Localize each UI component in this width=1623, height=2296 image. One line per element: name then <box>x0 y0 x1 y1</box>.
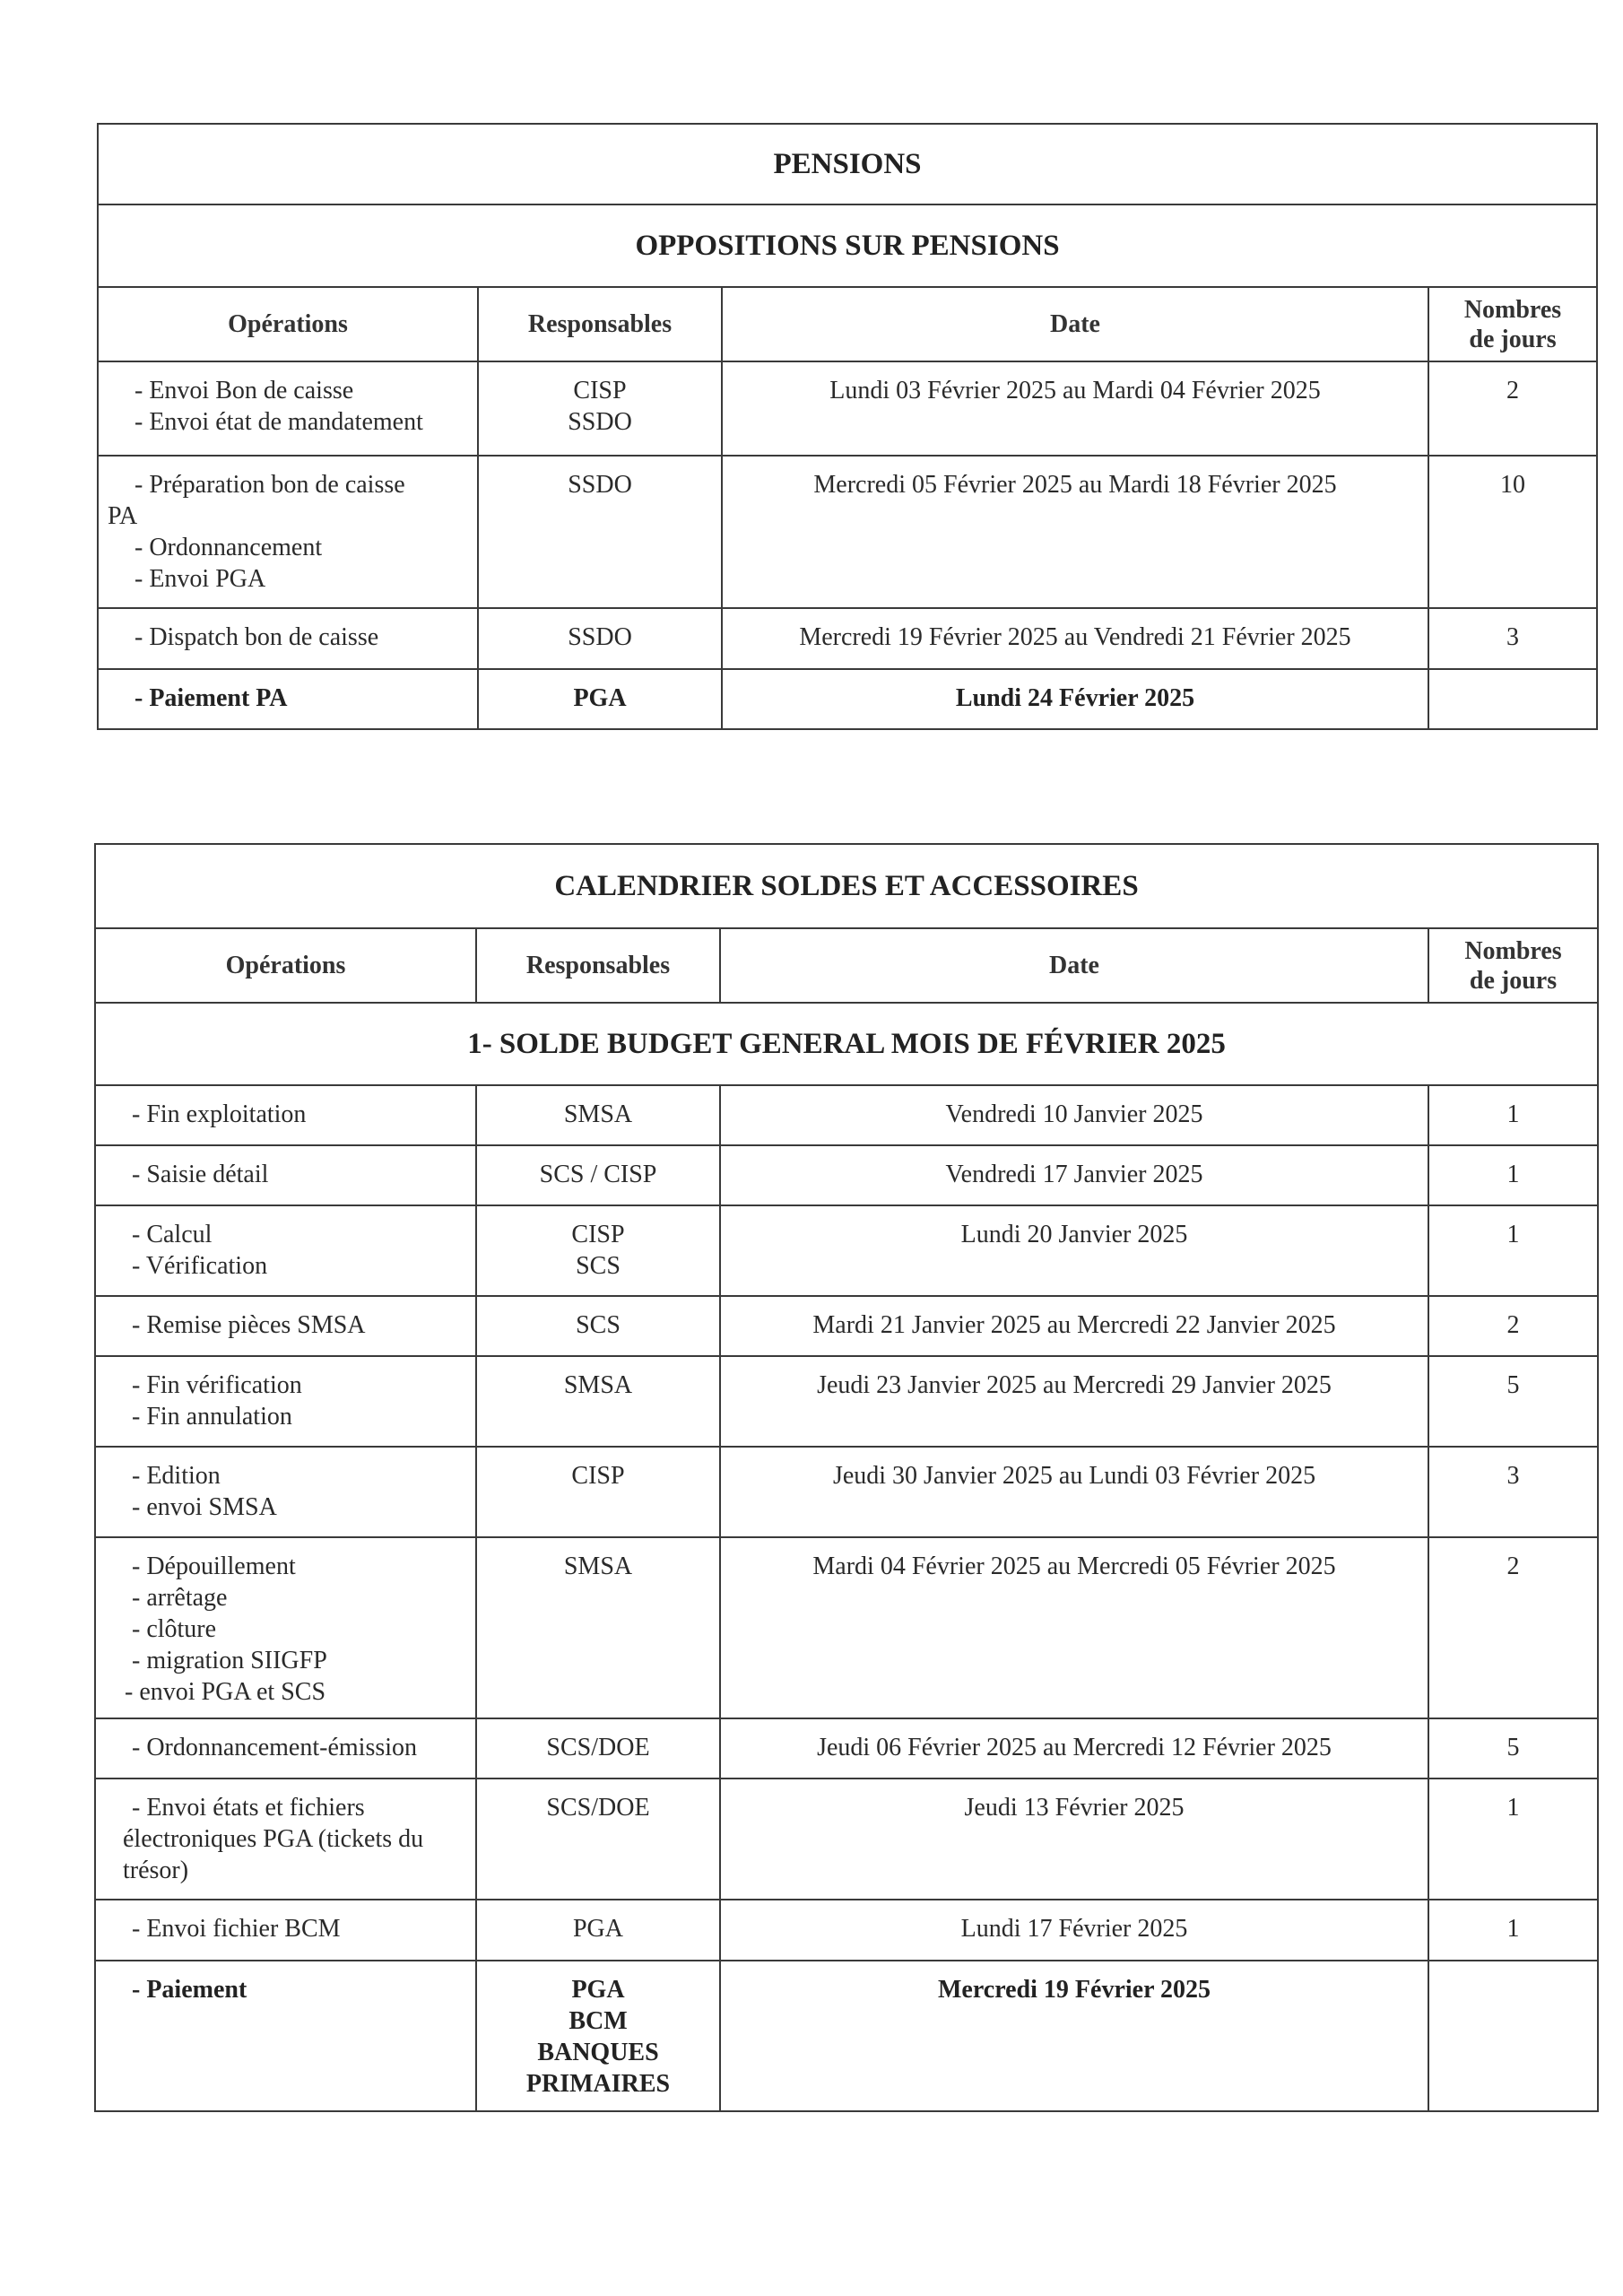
table-row <box>95 1145 1598 1205</box>
responsables-cell: CISP <box>476 1447 720 1537</box>
jours-cell: 2 <box>1428 1537 1598 1718</box>
header-operations: Opérations <box>95 928 476 1003</box>
table-row <box>95 1296 1598 1356</box>
jours-cell: 5 <box>1428 1718 1598 1779</box>
table-row <box>98 361 1597 456</box>
operations-cell: - Envoi Bon de caisse - Envoi état de mandatement <box>98 361 478 456</box>
date-cell: Jeudi 30 Janvier 2025 au Lundi 03 Février 2025 <box>720 1447 1428 1537</box>
pensions-header-row <box>98 287 1597 361</box>
table-row <box>95 1779 1598 1900</box>
date-cell: Mardi 21 Janvier 2025 au Mercredi 22 Janvier 2025 <box>720 1296 1428 1356</box>
date-cell: Jeudi 13 Février 2025 <box>720 1779 1428 1900</box>
operations-cell: - Paiement PA <box>98 669 478 729</box>
jours-cell: 1 <box>1428 1145 1598 1205</box>
jours-cell: 1 <box>1428 1085 1598 1145</box>
responsables-cell: PGA BCM BANQUES PRIMAIRES <box>476 1961 720 2111</box>
header-nombres-de-jours: Nombres de jours <box>1428 928 1598 1003</box>
operations-cell: - Calcul - Vérification <box>95 1205 476 1296</box>
header-operations: Opérations <box>98 287 478 361</box>
responsables-cell: PGA <box>478 669 722 729</box>
date-cell: Vendredi 17 Janvier 2025 <box>720 1145 1428 1205</box>
jours-cell <box>1428 669 1597 729</box>
calendrier-table <box>94 843 1599 2112</box>
responsables-cell: CISP SCS <box>476 1205 720 1296</box>
jours-cell <box>1428 1961 1598 2111</box>
section-title: 1- SOLDE BUDGET GENERAL MOIS DE FÉVRIER 2025 <box>95 1003 1598 1085</box>
jours-cell: 10 <box>1428 456 1597 608</box>
responsables-cell: SMSA <box>476 1085 720 1145</box>
date-cell: Lundi 03 Février 2025 au Mardi 04 Février 2025 <box>722 361 1428 456</box>
operations-cell: - Envoi fichier BCM <box>95 1900 476 1961</box>
pensions-subtitle: OPPOSITIONS SUR PENSIONS <box>98 204 1597 287</box>
table-row <box>95 1447 1598 1537</box>
table-row <box>98 456 1597 608</box>
date-cell: Mercredi 19 Février 2025 au Vendredi 21 Février 2025 <box>722 608 1428 669</box>
header-nombres-de-jours: Nombres de jours <box>1428 287 1597 361</box>
responsables-cell: SSDO <box>478 456 722 608</box>
date-cell: Jeudi 06 Février 2025 au Mercredi 12 Février 2025 <box>720 1718 1428 1779</box>
date-cell: Lundi 17 Février 2025 <box>720 1900 1428 1961</box>
calendrier-header-row <box>95 928 1598 1003</box>
header-date: Date <box>722 287 1428 361</box>
table-row <box>95 1718 1598 1779</box>
date-cell: Vendredi 10 Janvier 2025 <box>720 1085 1428 1145</box>
calendrier-title: CALENDRIER SOLDES ET ACCESSOIRES <box>95 844 1598 928</box>
date-cell: Lundi 24 Février 2025 <box>722 669 1428 729</box>
operations-cell: - Remise pièces SMSA <box>95 1296 476 1356</box>
jours-cell: 2 <box>1428 1296 1598 1356</box>
responsables-cell: SMSA <box>476 1537 720 1718</box>
pensions-title: PENSIONS <box>98 124 1597 204</box>
responsables-cell: SCS / CISP <box>476 1145 720 1205</box>
operations-cell: - Saisie détail <box>95 1145 476 1205</box>
date-cell: Mercredi 19 Février 2025 <box>720 1961 1428 2111</box>
table-row <box>95 1537 1598 1718</box>
operations-cell: - Paiement <box>95 1961 476 2111</box>
operations-cell: - Ordonnancement-émission <box>95 1718 476 1779</box>
operations-cell: - Dispatch bon de caisse <box>98 608 478 669</box>
responsables-cell: PGA <box>476 1900 720 1961</box>
date-cell: Mardi 04 Février 2025 au Mercredi 05 Février 2025 <box>720 1537 1428 1718</box>
operations-cell: - Dépouillement - arrêtage - clôture - migration SIIGFP - envoi PGA et SCS <box>95 1537 476 1718</box>
operations-cell: - Edition - envoi SMSA <box>95 1447 476 1537</box>
header-responsables: Responsables <box>476 928 720 1003</box>
table-row <box>98 608 1597 669</box>
header-date: Date <box>720 928 1428 1003</box>
responsables-cell: SCS <box>476 1296 720 1356</box>
jours-cell: 2 <box>1428 361 1597 456</box>
responsables-cell: SMSA <box>476 1356 720 1447</box>
table-row <box>95 1085 1598 1145</box>
table-row <box>95 1961 1598 2111</box>
date-cell: Jeudi 23 Janvier 2025 au Mercredi 29 Janvier 2025 <box>720 1356 1428 1447</box>
table-row <box>95 1205 1598 1296</box>
table-row <box>98 669 1597 729</box>
jours-cell: 1 <box>1428 1900 1598 1961</box>
jours-cell: 3 <box>1428 608 1597 669</box>
date-cell: Mercredi 05 Février 2025 au Mardi 18 Février 2025 <box>722 456 1428 608</box>
operations-cell: - Fin exploitation <box>95 1085 476 1145</box>
pensions-table <box>97 123 1598 730</box>
table-row <box>95 1900 1598 1961</box>
table-row <box>95 1356 1598 1447</box>
operations-cell: - Envoi états et fichiers électroniques PGA (tickets du trésor) <box>95 1779 476 1900</box>
jours-cell: 1 <box>1428 1205 1598 1296</box>
responsables-cell: SCS/DOE <box>476 1779 720 1900</box>
jours-cell: 1 <box>1428 1779 1598 1900</box>
responsables-cell: CISP SSDO <box>478 361 722 456</box>
jours-cell: 3 <box>1428 1447 1598 1537</box>
responsables-cell: SCS/DOE <box>476 1718 720 1779</box>
header-responsables: Responsables <box>478 287 722 361</box>
responsables-cell: SSDO <box>478 608 722 669</box>
jours-cell: 5 <box>1428 1356 1598 1447</box>
operations-cell: - Préparation bon de caisse PA - Ordonnancement - Envoi PGA <box>98 456 478 608</box>
operations-cell: - Fin vérification - Fin annulation <box>95 1356 476 1447</box>
date-cell: Lundi 20 Janvier 2025 <box>720 1205 1428 1296</box>
